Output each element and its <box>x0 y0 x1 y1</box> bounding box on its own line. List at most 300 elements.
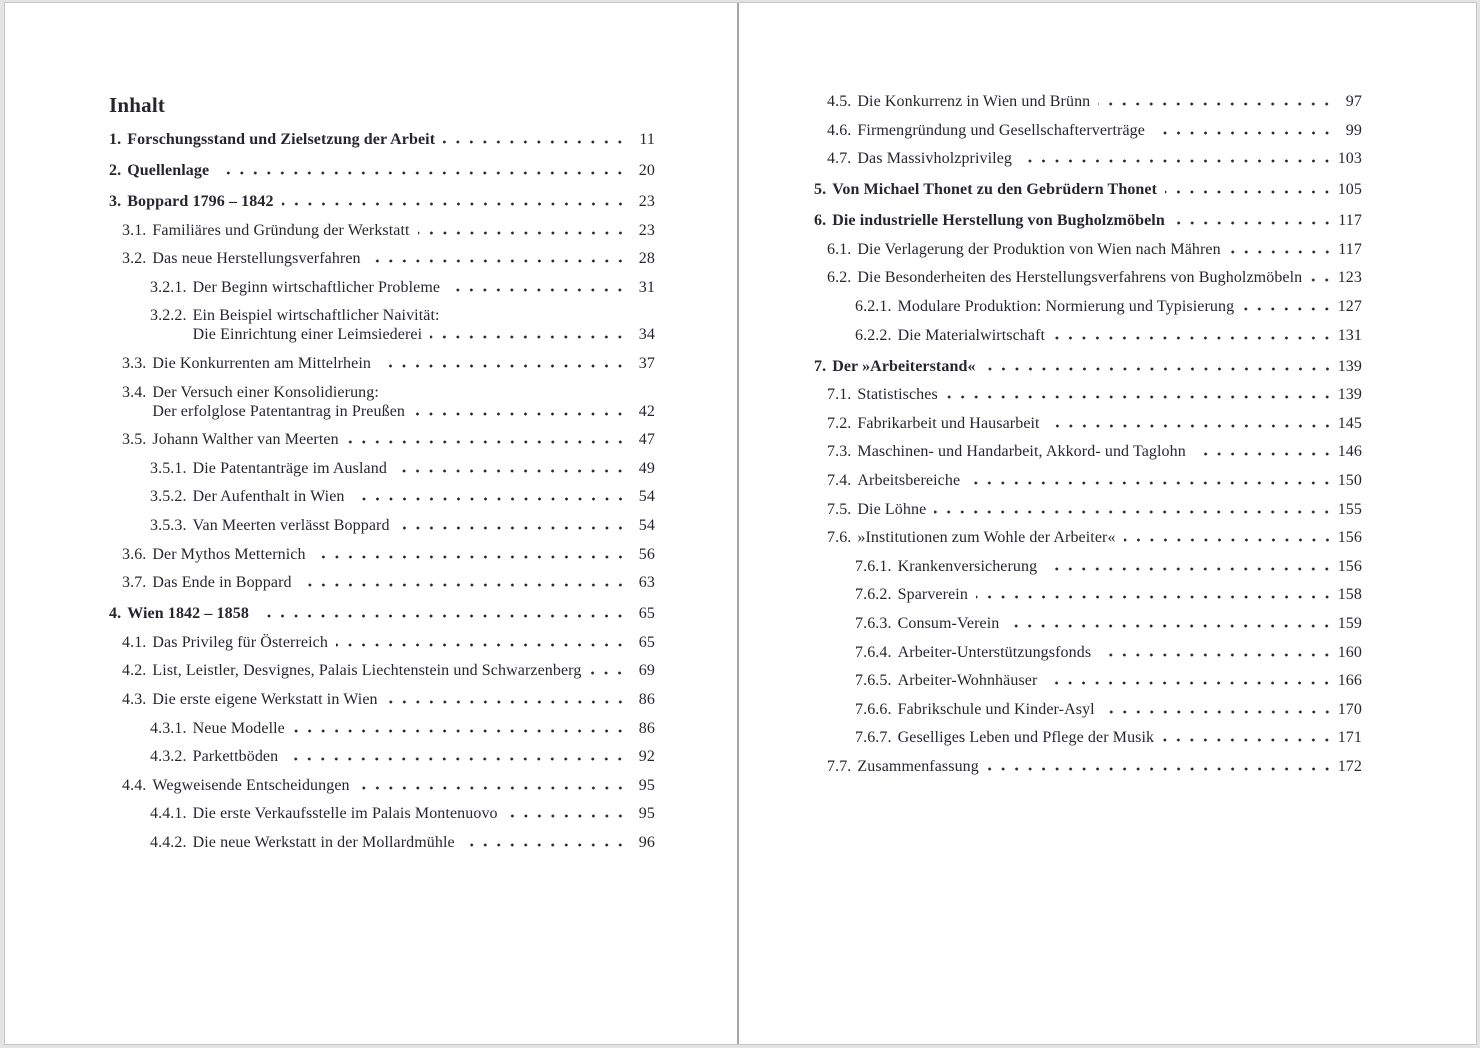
toc-entry-number: 7.6.5. <box>855 672 892 690</box>
toc-entry-number: 7.1. <box>827 386 852 404</box>
toc-entry-body <box>898 671 1362 690</box>
toc-entry <box>109 459 655 478</box>
toc-entry-body <box>857 149 1362 168</box>
toc-entry <box>109 573 655 592</box>
toc-entry-body <box>152 661 655 680</box>
toc-page-number: 47 <box>638 431 655 449</box>
toc-entry-line <box>152 221 655 240</box>
toc-page-number: 49 <box>638 459 655 477</box>
toc-page-number: 20 <box>638 162 655 179</box>
toc-entry <box>109 249 655 268</box>
dot-leader-icon <box>1045 681 1329 685</box>
dot-leader-icon <box>1099 653 1329 657</box>
dot-leader-icon <box>463 843 622 847</box>
toc-entry-chapter <box>109 130 655 149</box>
toc-entry-body <box>857 528 1362 547</box>
dot-leader-icon <box>1007 624 1329 628</box>
toc-page-number: 103 <box>1337 150 1362 168</box>
toc-entry-title: Maschinen- und Handarbeit, Akkord- und Taglohn <box>857 443 1186 461</box>
toc-entry-title: Arbeiter-Unterstützungsfonds <box>897 643 1092 661</box>
toc-entry <box>109 776 655 795</box>
dot-leader-icon <box>976 595 1329 599</box>
dot-leader-icon <box>293 729 622 733</box>
toc-entry-number: 4. <box>109 605 122 623</box>
toc-entry-body <box>127 161 655 180</box>
toc-entry <box>109 278 655 297</box>
toc-entry-title: Die Materialwirtschaft <box>897 326 1046 344</box>
toc-page-number: 117 <box>1338 240 1362 258</box>
toc-entry-number: 3. <box>109 193 122 210</box>
dot-leader-icon <box>1153 131 1329 135</box>
toc-entry <box>814 557 1362 576</box>
toc-entry-line <box>898 326 1362 345</box>
toc-entry-line <box>193 516 655 535</box>
dot-leader-icon <box>336 643 622 647</box>
toc-entry-number: 4.7. <box>827 150 852 168</box>
toc-entry-number: 6.2.2. <box>855 326 892 344</box>
dot-leader-icon <box>1045 567 1329 571</box>
toc-page-number: 131 <box>1337 326 1362 344</box>
toc-entry-title: Zusammenfassung <box>857 757 979 775</box>
toc-entry-body <box>152 545 655 564</box>
toc-entry-number: 3.4. <box>122 383 147 401</box>
toc-entry-title: Der Mythos Metternich <box>152 545 306 563</box>
toc-entry <box>814 528 1362 547</box>
toc-entry-number: 4.2. <box>122 662 147 680</box>
toc-entry-number: 6.2.1. <box>855 297 892 315</box>
toc-entry-number: 4.5. <box>827 93 852 110</box>
toc-entry-number: 7.6.7. <box>855 729 892 747</box>
toc-page-number: 86 <box>638 690 655 708</box>
toc-page-number: 23 <box>638 221 655 239</box>
toc-entry-number: 7.6.3. <box>855 614 892 632</box>
toc-entry-chapter <box>109 604 655 623</box>
toc-entry <box>814 385 1362 404</box>
toc-entry-line <box>127 192 655 211</box>
toc-entry-body <box>152 690 655 709</box>
toc-entry-title: Die Löhne <box>857 500 927 518</box>
toc-page-number: 37 <box>638 354 655 372</box>
toc-entry-title: Parkettböden <box>192 748 279 766</box>
dot-leader-icon <box>1098 102 1329 106</box>
toc-entry-line <box>193 804 655 823</box>
toc-entry <box>814 614 1362 633</box>
toc-entry-line <box>152 430 655 449</box>
toc-page-number: 171 <box>1337 729 1362 747</box>
toc-entry-title: List, Leistler, Desvignes, Palais Liechtenstein und Schwarzenberg <box>152 662 582 680</box>
dot-leader-icon <box>1103 710 1329 714</box>
dot-leader-icon <box>257 614 622 618</box>
dot-leader-icon <box>314 555 622 559</box>
toc-page-number: 28 <box>638 250 655 268</box>
toc-entry-body <box>832 180 1362 199</box>
toc-entry <box>109 633 655 652</box>
toc-entry-number: 3.1. <box>122 221 147 239</box>
toc-entry-body <box>193 278 655 297</box>
toc-entry-line <box>832 211 1362 230</box>
dot-leader-icon <box>1020 159 1329 163</box>
toc-entry-line <box>193 459 655 478</box>
toc-entry-title: Statistisches <box>857 386 938 404</box>
dot-leader-icon <box>1229 250 1329 254</box>
toc-page-number: 159 <box>1337 614 1362 632</box>
toc-entry-title: Fabrikschule und Kinder-Asyl <box>897 700 1095 718</box>
dot-leader-icon <box>1173 221 1329 225</box>
toc-entry-number: 4.4.2. <box>150 833 187 851</box>
dot-leader-icon <box>968 481 1329 485</box>
toc-entry-title: Arbeitsbereiche <box>857 471 961 489</box>
toc-entry-title: Consum-Verein <box>897 614 1000 632</box>
toc-entry-number: 7.2. <box>827 414 852 432</box>
toc-entry-chapter <box>814 180 1362 199</box>
toc-entry-title: Quellenlage <box>127 162 210 179</box>
right-page <box>737 3 1476 1044</box>
toc-page-number: 65 <box>638 605 655 623</box>
toc-entry-line <box>898 585 1362 604</box>
toc-entry-number: 4.3.2. <box>150 748 187 766</box>
dot-leader-icon <box>1124 538 1329 542</box>
toc-entry-body <box>193 306 655 344</box>
toc-entry-number: 7.7. <box>827 757 852 775</box>
toc-entry-title: Die erste Verkaufsstelle im Palais Montenuovo <box>192 805 498 823</box>
toc-entry <box>109 804 655 823</box>
toc-entry-chapter <box>814 357 1362 376</box>
dot-leader-icon <box>398 526 622 530</box>
toc-entry-body <box>857 414 1362 433</box>
toc-entry <box>814 671 1362 690</box>
toc-entry <box>814 326 1362 345</box>
toc-entry <box>814 700 1362 719</box>
toc-entry-line <box>193 747 655 766</box>
dot-leader-icon <box>358 786 622 790</box>
toc-entry-line <box>152 545 655 564</box>
toc-page-number: 160 <box>1337 643 1362 661</box>
toc-entry-number: 6.1. <box>827 240 852 258</box>
toc-entry-title: Der »Arbeiterstand« <box>832 357 976 375</box>
toc-page-number: 156 <box>1337 557 1362 575</box>
dot-leader-icon <box>418 231 622 235</box>
toc-entry-line <box>152 573 655 592</box>
toc-entry <box>814 643 1362 662</box>
toc-entry-number: 4.3. <box>122 690 147 708</box>
toc-entry-line <box>857 757 1362 776</box>
toc-entry-body <box>857 500 1362 519</box>
toc-entry-line <box>193 719 655 738</box>
toc-entry-line <box>898 297 1362 316</box>
toc-entry-body <box>127 604 655 623</box>
toc-entry-number: 4.4. <box>122 776 147 794</box>
toc-entry-number: 7.6.2. <box>855 586 892 604</box>
toc-page-number: 145 <box>1337 414 1362 432</box>
toc-entry <box>109 487 655 506</box>
toc-entry-body <box>127 192 655 211</box>
toc-entry-line <box>152 383 655 402</box>
toc-entry-number: 1. <box>109 131 122 148</box>
toc-entry-number: 3.5.1. <box>150 459 187 477</box>
toc-entry-line <box>898 700 1362 719</box>
dot-leader-icon <box>589 671 622 675</box>
toc-entry-line <box>832 357 1362 376</box>
toc-entry-line <box>857 385 1362 404</box>
dot-leader-icon <box>353 497 623 501</box>
dot-leader-icon <box>286 757 622 761</box>
toc-entry-number: 6. <box>814 212 827 230</box>
toc-page-number: 97 <box>1345 93 1362 110</box>
toc-entry <box>109 516 655 535</box>
toc-entry-number: 3.5. <box>122 431 147 449</box>
dot-leader-icon <box>386 700 622 704</box>
toc-entry-body <box>193 833 655 852</box>
toc-page-number: 23 <box>638 193 655 210</box>
toc-entry-title: »Institutionen zum Wohle der Arbeiter« <box>857 529 1116 547</box>
toc-entry-title: Die Patentanträge im Ausland <box>192 459 387 477</box>
toc-entry-title: Sparverein <box>897 586 968 604</box>
toc-heading: Inhalt <box>109 93 166 117</box>
toc-entry-title: Die neue Werkstatt in der Mollardmühle <box>192 833 455 851</box>
toc-entry-number: 4.1. <box>122 633 147 651</box>
dot-leader-icon <box>984 367 1329 371</box>
toc-entry-line <box>857 240 1362 259</box>
toc-entry-body <box>152 776 655 795</box>
toc-entry-number: 7.6.4. <box>855 643 892 661</box>
toc-page-number: 150 <box>1337 471 1362 489</box>
toc-entry-title: Die Konkurrenten am Mittelrhein <box>152 354 371 372</box>
toc-entry <box>814 585 1362 604</box>
toc-entry-chapter <box>109 192 655 211</box>
toc-entry-title: Der Versuch einer Konsolidierung: <box>152 383 379 401</box>
toc-entry-line <box>152 402 655 421</box>
toc-entry-line <box>152 354 655 373</box>
toc-page-number: 42 <box>638 402 655 420</box>
toc-entry-body <box>898 643 1362 662</box>
toc-entry-title: Johann Walther van Meerten <box>152 431 339 449</box>
toc-entry-title: Der Aufenthalt in Wien <box>192 488 345 506</box>
toc-entry-line <box>857 92 1362 111</box>
toc-entry-line <box>857 121 1362 140</box>
toc-page-number: 95 <box>638 805 655 823</box>
toc-entry-line <box>193 278 655 297</box>
toc-entry-title: Das Ende in Boppard <box>152 574 292 592</box>
toc-entry-number: 5. <box>814 181 827 199</box>
toc-entry <box>814 414 1362 433</box>
toc-entry-title: Krankenversicherung <box>897 557 1038 575</box>
toc-entry-title: Forschungsstand und Zielsetzung der Arbeit <box>127 131 436 148</box>
toc-entry-body <box>152 249 655 268</box>
toc-entry-title: Die Einrichtung einer Leimsiederei <box>192 326 423 344</box>
toc-entry <box>109 430 655 449</box>
toc-page-number: 34 <box>638 326 655 344</box>
toc-entry-number: 3.3. <box>122 354 147 372</box>
toc-entry <box>109 690 655 709</box>
dot-leader-icon <box>448 288 622 292</box>
dot-leader-icon <box>987 767 1329 771</box>
toc-entry <box>814 92 1362 111</box>
toc-entry-title: Der erfolglose Patentantrag in Preußen <box>152 402 406 420</box>
toc-entry-body <box>127 130 655 149</box>
toc-entry-title: Boppard 1796 – 1842 <box>127 193 274 210</box>
dot-leader-icon <box>395 469 622 473</box>
dot-leader-icon <box>369 259 622 263</box>
toc-entry-line <box>152 690 655 709</box>
dot-leader-icon <box>300 583 622 587</box>
toc-entry-body <box>898 326 1362 345</box>
toc-entry-line <box>857 442 1362 461</box>
toc-page-number: 123 <box>1337 269 1362 287</box>
toc-entry-body <box>898 614 1362 633</box>
dot-leader-icon <box>934 510 1329 514</box>
dot-leader-icon <box>1048 424 1329 428</box>
toc-entry-body <box>857 121 1362 140</box>
toc-entry-title: Geselliges Leben und Pflege der Musik <box>897 729 1155 747</box>
toc-entry-body <box>193 804 655 823</box>
toc-page-number: 95 <box>638 776 655 794</box>
toc-entry <box>109 545 655 564</box>
toc-entry-title: Das Massivholzprivileg <box>857 150 1013 168</box>
toc-entry-line <box>857 414 1362 433</box>
toc-entry <box>109 833 655 852</box>
toc-entry-body <box>152 633 655 652</box>
toc-entry-body <box>898 700 1362 719</box>
toc-entry-line <box>857 268 1362 287</box>
toc-entry-line <box>127 604 655 623</box>
dot-leader-icon <box>1165 190 1329 194</box>
toc-page-number: 69 <box>638 662 655 680</box>
toc-entry-body <box>193 747 655 766</box>
dot-leader-icon <box>1162 738 1329 742</box>
toc-entry-line <box>857 471 1362 490</box>
toc-entry <box>109 661 655 680</box>
dot-leader-icon <box>443 140 622 144</box>
toc-page-number: 56 <box>638 545 655 563</box>
dot-leader-icon <box>1242 307 1329 311</box>
dot-leader-icon <box>506 814 622 818</box>
toc-entry-number: 7.6. <box>827 529 852 547</box>
toc-entry-title: Modulare Produktion: Normierung und Typisierung <box>897 297 1235 315</box>
toc-entry-title: Die Besonderheiten des Herstellungsverfahrens von Bugholzmöbeln <box>857 269 1303 287</box>
toc-page-number: 86 <box>638 719 655 737</box>
toc-entry-line <box>898 614 1362 633</box>
toc-entry-title: Firmengründung und Gesellschafterverträge <box>857 121 1145 139</box>
toc-entry-chapter <box>814 211 1362 230</box>
toc-entry-body <box>152 383 655 421</box>
toc-page-number: 139 <box>1337 357 1362 375</box>
toc-entry-body <box>193 719 655 738</box>
toc-entry-line <box>857 149 1362 168</box>
toc-entry <box>109 747 655 766</box>
toc-page-number: 92 <box>638 748 655 766</box>
dot-leader-icon <box>946 395 1329 399</box>
dot-leader-icon <box>1194 452 1329 456</box>
toc-entry-number: 4.4.1. <box>150 805 187 823</box>
toc-entry-line <box>857 528 1362 547</box>
toc-entry-title: Wegweisende Entscheidungen <box>152 776 350 794</box>
toc-entry-title: Das neue Herstellungsverfahren <box>152 250 361 268</box>
toc-entry-title: Neue Modelle <box>192 719 285 737</box>
toc-list-left <box>109 130 655 852</box>
toc-entry-body <box>152 573 655 592</box>
toc-page-number: 139 <box>1337 386 1362 404</box>
toc-entry-body <box>898 585 1362 604</box>
toc-entry <box>109 354 655 373</box>
toc-entry-body <box>898 728 1362 747</box>
toc-entry-body <box>857 471 1362 490</box>
toc-page-number: 31 <box>638 278 655 296</box>
dot-leader-icon <box>1310 278 1329 282</box>
toc-entry-number: 3.5.3. <box>150 516 187 534</box>
toc-entry-body <box>857 240 1362 259</box>
toc-entry-line <box>898 557 1362 576</box>
toc-entry-title: Ein Beispiel wirtschaftlicher Naivität: <box>192 307 440 325</box>
toc-entry-body <box>857 442 1362 461</box>
toc-entry-line <box>152 776 655 795</box>
left-page <box>5 3 737 1044</box>
toc-entry <box>814 500 1362 519</box>
toc-list-right <box>814 92 1362 776</box>
toc-page-number: 65 <box>638 633 655 651</box>
toc-entry-body <box>832 211 1362 230</box>
toc-entry-body <box>857 92 1362 111</box>
toc-entry-number: 7. <box>814 357 827 375</box>
toc-entry-number: 3.2. <box>122 250 147 268</box>
toc-entry <box>109 306 655 344</box>
toc-entry-title: Die industrielle Herstellung von Bugholzmöbeln <box>832 212 1165 230</box>
toc-entry-title: Von Michael Thonet zu den Gebrüdern Thonet <box>832 181 1158 199</box>
dot-leader-icon <box>347 440 622 444</box>
toc-entry-title: Familiäres und Gründung der Werkstatt <box>152 221 410 239</box>
toc-entry-number: 6.2. <box>827 269 852 287</box>
toc-entry-body <box>857 385 1362 404</box>
toc-entry-line <box>152 249 655 268</box>
toc-entry-line <box>832 180 1362 199</box>
toc-entry <box>814 728 1362 747</box>
toc-page-number: 54 <box>638 516 655 534</box>
toc-entry <box>814 240 1362 259</box>
toc-entry-line <box>127 130 655 149</box>
toc-entry-title: Van Meerten verlässt Boppard <box>192 516 390 534</box>
toc-page-number: 155 <box>1337 500 1362 518</box>
toc-entry-body <box>152 354 655 373</box>
toc-page-number: 11 <box>639 131 655 148</box>
toc-entry <box>814 121 1362 140</box>
toc-entry-body <box>152 221 655 240</box>
toc-entry-body <box>857 757 1362 776</box>
toc-entry-line <box>193 487 655 506</box>
toc-entry <box>109 383 655 421</box>
toc-entry-number: 7.3. <box>827 443 852 461</box>
toc-page-number: 54 <box>638 488 655 506</box>
toc-entry <box>814 297 1362 316</box>
toc-entry-body <box>898 297 1362 316</box>
toc-page-number: 172 <box>1337 757 1362 775</box>
toc-page-number: 127 <box>1337 297 1362 315</box>
toc-entry-number: 3.7. <box>122 574 147 592</box>
toc-entry <box>814 471 1362 490</box>
dot-leader-icon <box>430 335 622 339</box>
toc-entry-body <box>898 557 1362 576</box>
toc-entry-body <box>193 487 655 506</box>
toc-page-number: 105 <box>1337 181 1362 199</box>
toc-entry <box>814 268 1362 287</box>
toc-entry-title: Der Beginn wirtschaftlicher Probleme <box>192 278 441 296</box>
toc-page-number: 63 <box>638 574 655 592</box>
toc-entry-number: 3.6. <box>122 545 147 563</box>
toc-entry <box>109 221 655 240</box>
toc-page-number: 99 <box>1345 121 1362 139</box>
toc-page-number: 166 <box>1337 672 1362 690</box>
toc-entry-line <box>857 500 1362 519</box>
toc-page-number: 158 <box>1337 586 1362 604</box>
toc-entry-number: 3.2.2. <box>150 307 187 325</box>
